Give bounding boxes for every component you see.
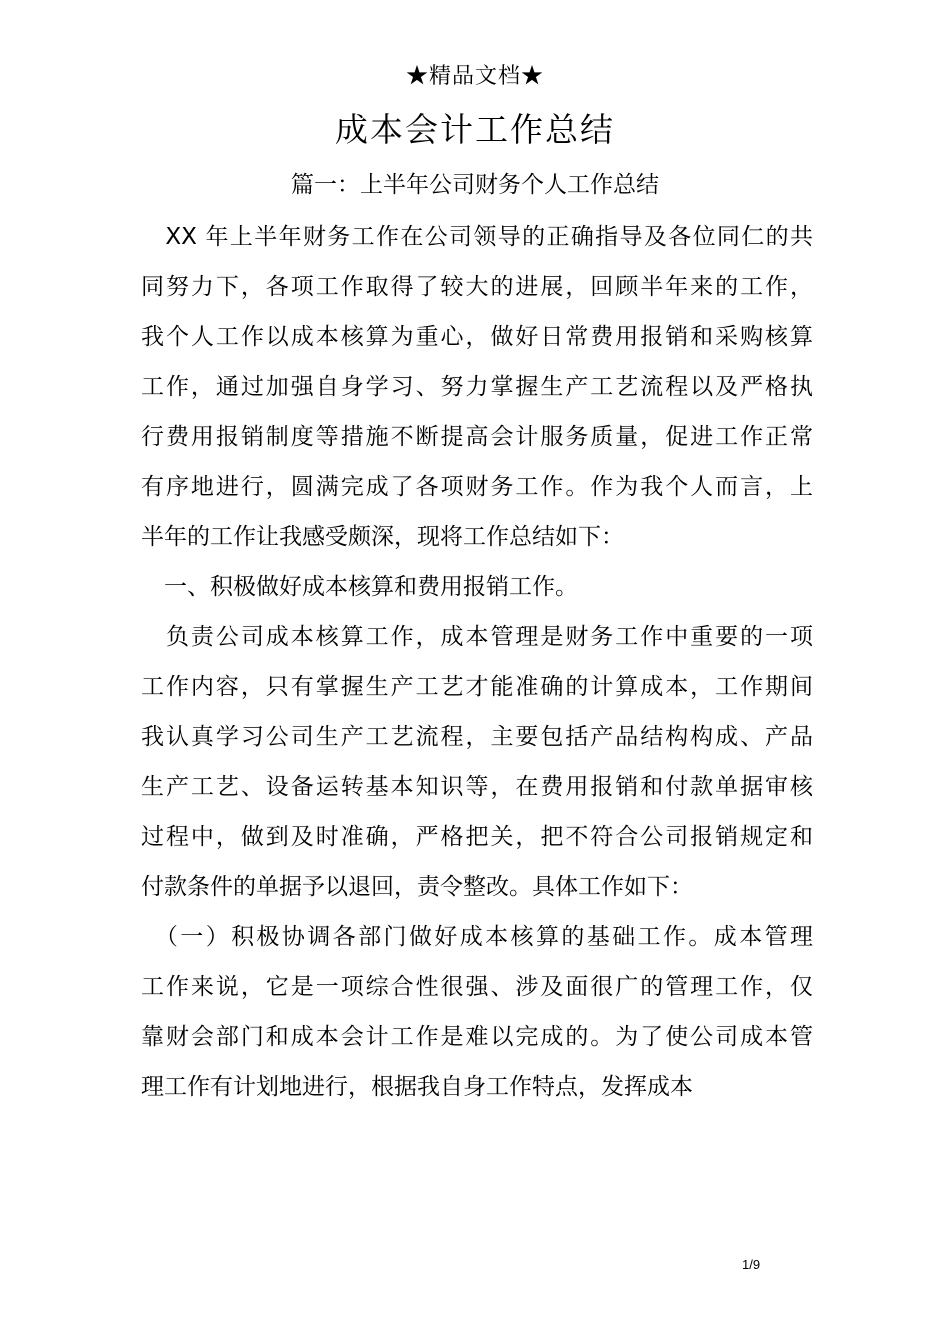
body-line: 我认真学习公司生产工艺流程，主要包括产品结构构成、产品	[141, 724, 813, 750]
body-line: 负责公司成本核算工作，成本管理是财务工作中重要的一项	[141, 624, 813, 650]
body-line: 工作来说，它是一项综合性很强、涉及面很广的管理工作，仅	[141, 974, 813, 1000]
body-line: 行费用报销制度等措施不断提高会计服务质量，促进工作正常	[141, 424, 813, 450]
body-line: 靠财会部门和成本会计工作是难以完成的。为了使公司成本管	[141, 1024, 813, 1050]
document-title: 成本会计工作总结	[335, 110, 615, 149]
body-text	[141, 212, 813, 1112]
header-mark: ★精品文档★	[405, 64, 544, 89]
body-line: 半年的工作让我感受颇深，现将工作总结如下：	[141, 524, 624, 550]
body-line: 有序地进行，圆满完成了各项财务工作。作为我个人而言，上	[141, 474, 813, 500]
page-number: 1/9	[742, 1257, 761, 1272]
body-line: 过程中，做到及时准确，严格把关，把不符合公司报销规定和	[141, 824, 813, 850]
body-line: 付款条件的单据予以退回，责令整改。具体工作如下：	[141, 874, 693, 900]
section-heading: 一、积极做好成本核算和费用报销工作。	[141, 574, 578, 600]
body-line: XX 年上半年财务工作在公司领导的正确指导及各位同仁的共	[141, 224, 813, 250]
body-line: （一）积极协调各部门做好成本核算的基础工作。成本管理	[141, 924, 813, 950]
body-line: 生产工艺、设备运转基本知识等，在费用报销和付款单据审核	[141, 774, 813, 800]
body-line: 工作内容，只有掌握生产工艺才能准确的计算成本，工作期间	[141, 674, 813, 700]
body-line: 同努力下，各项工作取得了较大的进展，回顾半年来的工作，	[141, 274, 813, 300]
body-line: 理工作有计划地进行，根据我自身工作特点，发挥成本	[141, 1074, 693, 1100]
body-line: 我个人工作以成本核算为重心，做好日常费用报销和采购核算	[141, 324, 813, 350]
body-line: 工作，通过加强自身学习、努力掌握生产工艺流程以及严格执	[141, 374, 813, 400]
document-subtitle: 篇一：上半年公司财务个人工作总结	[291, 172, 659, 198]
